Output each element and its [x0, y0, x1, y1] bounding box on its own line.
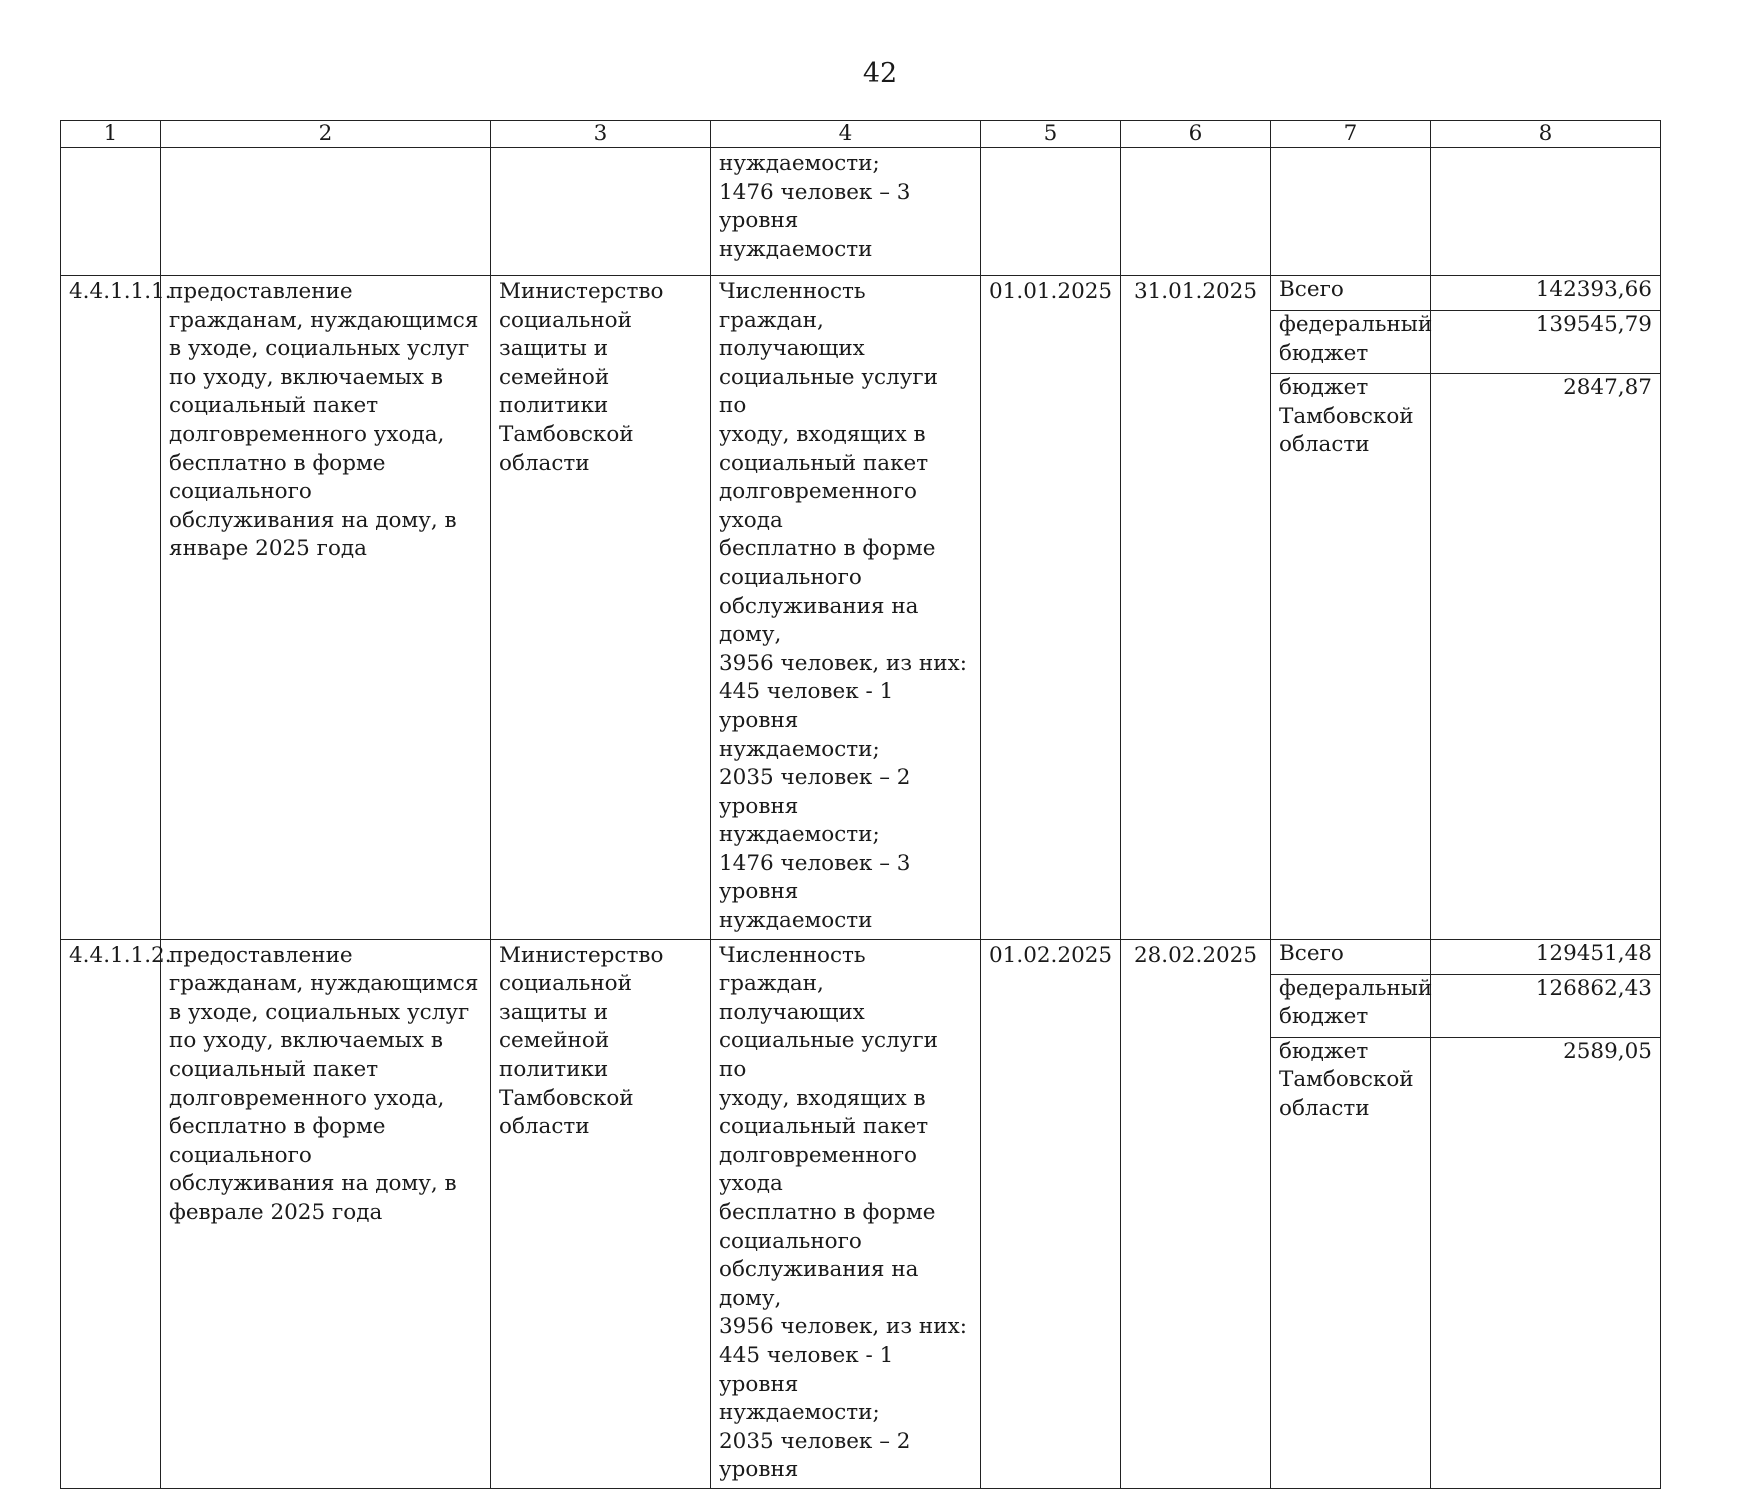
indicator-line: социальные услуги по [719, 1028, 938, 1083]
funding-source-name: Всего [1271, 940, 1430, 975]
indicator-line: долговременного ухода [719, 479, 917, 533]
indicator-line: бесплатно в форме [719, 536, 936, 562]
measures-table [60, 120, 1661, 1489]
indicator-line: обслуживания на дому, [719, 593, 919, 648]
funding-amount: 139545,79 [1431, 311, 1660, 374]
column-number: 8 [1431, 121, 1661, 148]
funding-sources [1271, 939, 1431, 1488]
page-number: 42 [862, 58, 898, 89]
column-number: 7 [1271, 121, 1431, 148]
indicator-line: Численность граждан, [719, 279, 866, 333]
column-numbers-row [61, 121, 1661, 148]
row-code: 4.4.1.1.2. [61, 939, 161, 1488]
indicator-line: нуждаемости; [719, 1400, 880, 1426]
indicator-line: 2035 человек – 2 уровня [719, 765, 911, 819]
executor: Министерство социальной защиты и семейной политики Тамбовской области [491, 276, 711, 940]
column-number: 5 [981, 121, 1121, 148]
indicator-line: Численность граждан, [719, 942, 866, 997]
funding-source-name: федеральный бюджет [1271, 975, 1430, 1038]
table-row [61, 939, 1661, 1488]
indicator-line: нуждаемости; [719, 822, 880, 848]
funding-amounts [1431, 276, 1661, 940]
column-number: 2 [161, 121, 491, 148]
funding-sources [1271, 276, 1431, 940]
indicator [711, 276, 981, 940]
executor: Министерство социальной защиты и семейной политики Тамбовской области [491, 939, 711, 1488]
measure-description: предоставление гражданам, нуждающимся в уходе, социальных услуг по уходу, включаемых в социальный пакет долговременного ухода, бесплатно в форме социального обслуживания на дому, в феврале 2025 года [161, 939, 491, 1488]
measure-description: предоставление гражданам, нуждающимся в уходе, социальных услуг по уходу, включаемых в социальный пакет долговременного ухода, бесплатно в форме социального обслуживания на дому, в январе 2025 года [161, 276, 491, 940]
indicator-line: бесплатно в форме [719, 1200, 936, 1225]
indicator-line: 2035 человек – 2 уровня [719, 1428, 911, 1483]
indicator-line: 3956 человек, из них: [719, 650, 967, 676]
column-number: 4 [711, 121, 981, 148]
funding-amount: 129451,48 [1431, 940, 1660, 975]
start-date: 01.01.2025 [981, 276, 1121, 940]
funding-amount: 126862,43 [1431, 975, 1660, 1038]
indicator-line: получающих [719, 999, 865, 1025]
indicator-line: получающих [719, 336, 865, 362]
indicator-line: социального [719, 564, 862, 590]
funding-source-name: бюджет Тамбовской области [1279, 1038, 1414, 1121]
funding-source-name: бюджет Тамбовской области [1279, 375, 1414, 458]
indicator-line: социальный пакет [719, 450, 929, 476]
continuation-indicator: нуждаемости; 1476 человек – 3 уровня нуждаемости [711, 148, 981, 276]
column-number: 3 [491, 121, 711, 148]
indicator-line: социальный пакет [719, 1114, 929, 1140]
funding-source-name: федеральный бюджет [1271, 311, 1430, 374]
row-code: 4.4.1.1.1. [61, 276, 161, 940]
indicator-line: 1476 человек – 3 уровня [719, 850, 911, 905]
funding-source-name: Всего [1271, 276, 1430, 311]
indicator-line: социальные услуги по [719, 364, 938, 419]
indicator-line: 3956 человек, из них: [719, 1314, 967, 1340]
indicator [711, 939, 981, 1488]
end-date: 28.02.2025 [1121, 939, 1271, 1488]
column-number: 1 [61, 121, 161, 148]
indicator-line: уходу, входящих в [719, 421, 926, 447]
indicator-line: социального [719, 1228, 862, 1254]
indicator-line: нуждаемости [719, 908, 873, 934]
column-number: 6 [1121, 121, 1271, 148]
indicator-line: 445 человек - 1 уровня [719, 679, 894, 733]
end-date: 31.01.2025 [1121, 276, 1271, 940]
table-row [61, 276, 1661, 940]
indicator-line: долговременного ухода [719, 1142, 917, 1197]
indicator-line: нуждаемости; [719, 736, 880, 762]
funding-amount: 142393,66 [1431, 276, 1660, 311]
funding-amounts [1431, 939, 1661, 1488]
indicator-line: уходу, входящих в [719, 1085, 926, 1111]
indicator-line: 445 человек - 1 уровня [719, 1342, 894, 1397]
start-date: 01.02.2025 [981, 939, 1121, 1488]
indicator-line: обслуживания на дому, [719, 1257, 919, 1311]
funding-amount: 2847,87 [1563, 375, 1652, 400]
continuation-row [61, 148, 1661, 276]
funding-amount: 2589,05 [1563, 1038, 1652, 1064]
